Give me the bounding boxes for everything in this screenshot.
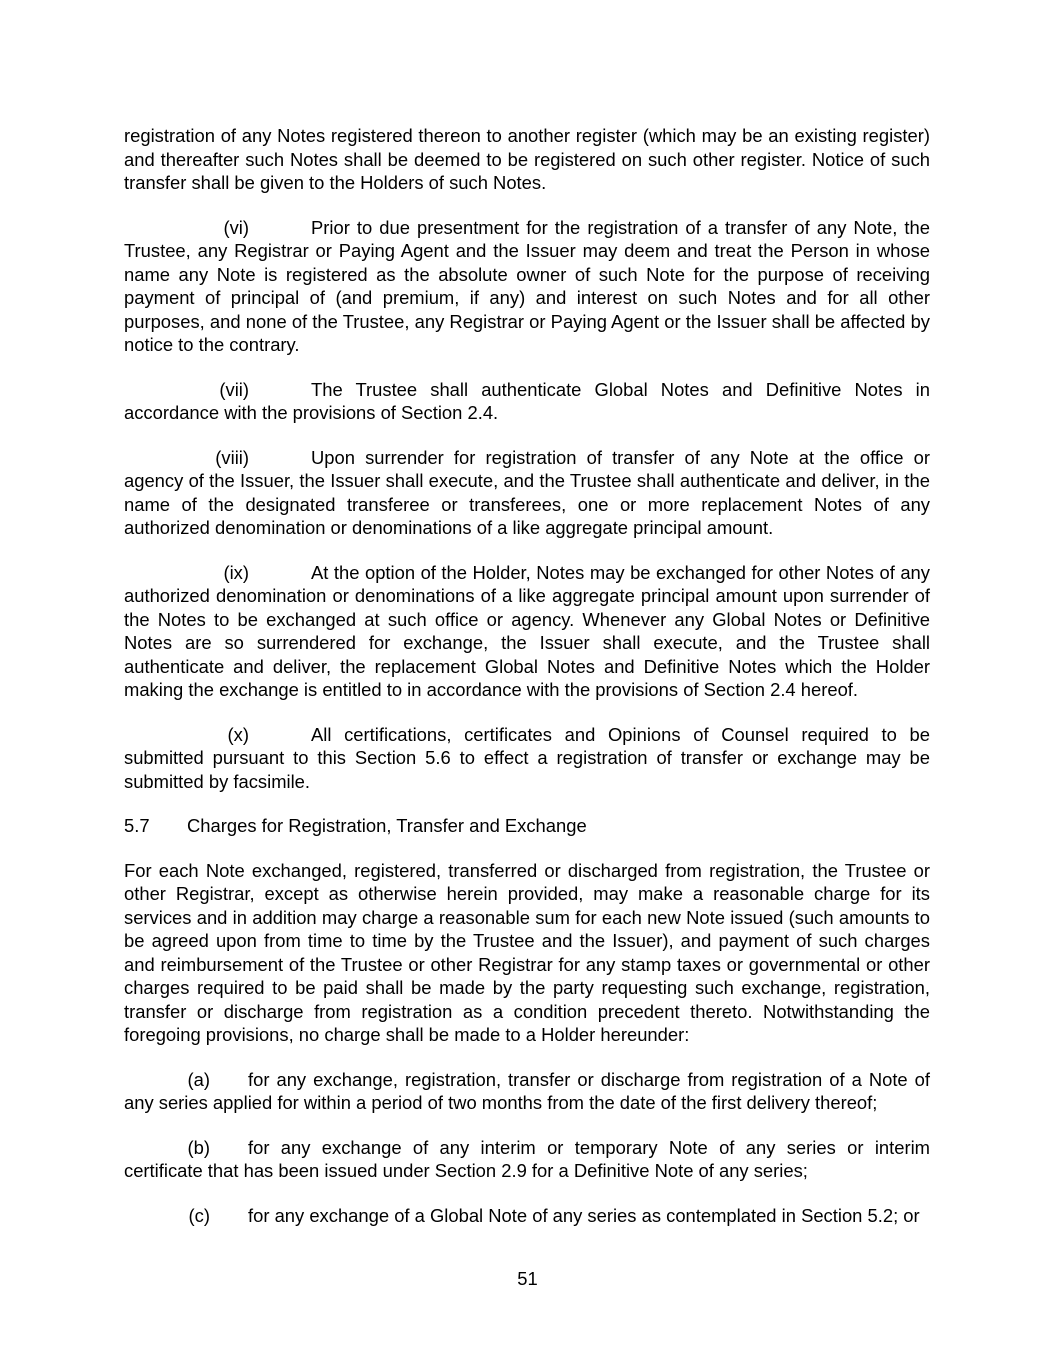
clause-number: (b) (187, 1136, 210, 1158)
clause-number: (a) (187, 1068, 210, 1090)
clause-text: At the option of the Holder, Notes may be exchanged for other Notes of any authorized denomination or denominations of a like aggregate principal amount upon surrender of the Notes to be exchanged at such office or agency. Whenever any Global Notes or Definitive Notes are so surrendered for exchange, the Issuer shall execute, and the Trustee shall authenticate and deliver, the replacement Global Notes and Definitive Notes which the Holder making the exchange is entitled to in accordance with the provisions of Section 2.4 hereof. (124, 561, 930, 700)
clause-vi (124, 216, 930, 357)
clause-number: (viii) (215, 446, 249, 468)
clause-number: (vi) (223, 216, 249, 238)
clause-number: (ix) (223, 561, 249, 583)
section-number: 5.7 (124, 815, 150, 836)
clause-number: (c) (188, 1204, 210, 1226)
clause-text: Prior to due presentment for the registration of a transfer of any Note, the Trustee, any Registrar or Paying Agent and the Issuer may deem and treat the Person in whose name any Note is registered as the absolute owner of such Note for the purpose of receiving payment of principal of (and premium, if any) and interest on such Notes and for all other purposes, and none of the Trustee, any Registrar or Paying Agent or the Issuer shall be affected by notice to the contrary. (124, 216, 930, 355)
page-number: 51 (517, 1268, 538, 1289)
clause-c (124, 1204, 930, 1228)
document-page (124, 124, 930, 1248)
clause-number: (vii) (219, 378, 249, 400)
clause-a (124, 1068, 930, 1115)
clause-text: Upon surrender for registration of transfer of any Note at the office or agency of the Issuer, the Issuer shall execute, and the Trustee shall authenticate and deliver, in the name of the designated transferee or transferees, one or more replacement Notes of any authorized denomination or denominations of a like aggregate principal amount. (124, 446, 930, 538)
clause-vii (124, 378, 930, 425)
section-body: For each Note exchanged, registered, transferred or discharged from registration, the Trustee or other Registrar, except as otherwise herein provided, may make a reasonable charge for its services and in addition may charge a reasonable sum for each new Note issued (such amounts to be agreed upon from time to time by the Trustee and the Issuer), and payment of such charges and reimbursement of the Trustee or other Registrar for any stamp taxes or governmental or other charges required to be paid shall be made by the party requesting such exchange, registration, transfer or discharge from registration as a condition precedent thereto. Notwithstanding the foregoing provisions, no charge shall be made to a Holder hereunder: (124, 859, 930, 1045)
clause-text: for any exchange, registration, transfer or discharge from registration of a Note of any series applied for within a period of two months from the date of the first delivery thereof; (124, 1068, 930, 1113)
clause-number: (x) (227, 723, 249, 745)
clause-text: for any exchange of any interim or temporary Note of any series or interim certificate that has been issued under Section 2.9 for a Definitive Note of any series; (124, 1136, 930, 1181)
clause-x (124, 723, 930, 794)
clause-b (124, 1136, 930, 1183)
clause-ix (124, 561, 930, 702)
intro-paragraph: registration of any Notes registered thereon to another register (which may be an existing register) and thereafter such Notes shall be deemed to be registered on such other register. Notice of such transfer shall be given to the Holders of such Notes. (124, 125, 930, 193)
clause-text: for any exchange of a Global Note of any series as contemplated in Section 5.2; or (248, 1204, 920, 1226)
clause-text: All certifications, certificates and Opinions of Counsel required to be submitted pursuant to this Section 5.6 to effect a registration of transfer or exchange may be submitted by facsimile. (124, 723, 930, 792)
section-heading (124, 814, 930, 838)
clause-viii (124, 446, 930, 540)
clause-text: The Trustee shall authenticate Global Notes and Definitive Notes in accordance with the provisions of Section 2.4. (124, 378, 930, 423)
section-title: Charges for Registration, Transfer and Exchange (187, 815, 587, 836)
